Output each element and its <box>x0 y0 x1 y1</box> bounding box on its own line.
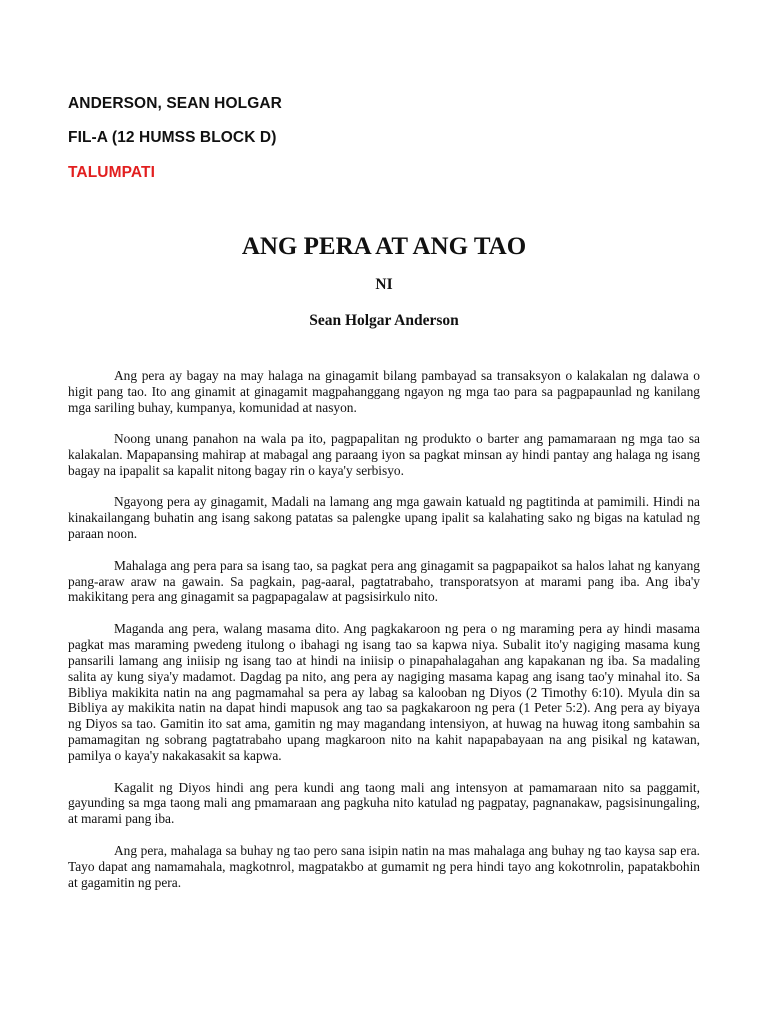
paragraph: Mahalaga ang pera para sa isang tao, sa pagkat pera ang ginagamit sa pagpapaikot sa halos lahat ng kanyang pang-araw araw na gawain. Sa pagkain, pag-aaral, pagtatrabaho, transporatsyon at marami pang iba. Ang iba'y makikitang pera ang ginagamit sa pagpapagalaw at pagsisirkulo nito. <box>68 557 700 605</box>
speech-body <box>68 368 700 906</box>
paragraph: Noong unang panahon na wala pa ito, pagpapalitan ng produkto o barter ang pamamaraan ng mga tao sa kalakalan. Mapapansing mahirap at mabagal ang paraang iyon sa pagkat minsan ay hindi pantay ang halaga ng isang bagay na ipapalit sa kapalit nitong bagay rin o kaya'y serbisyo. <box>68 431 700 479</box>
speech-title: ANG PERA AT ANG TAO <box>241 233 527 260</box>
paragraph: Ngayong pera ay ginagamit, Madali na lamang ang mga gawain katuald ng pagtitinda at pamimili. Hindi na kinakailangang buhatin ang isang sakong patatas sa palengke upang ipalit sa kalahating sako ng bigas na katulad ng paraan noon. <box>68 494 700 542</box>
author-name: Sean Holgar Anderson <box>309 312 459 329</box>
paragraph: Ang pera, mahalaga sa buhay ng tao pero sana isipin natin na mas mahalaga ang buhay ng tao kaysa sap era. Tayo dapat ang namamahala, magkotnrol, magpatakbo at gumamit ng pera hindi tayo ang kokotnrolin, papatakbohin at gagamitin ng pera. <box>68 842 700 890</box>
paragraph: Maganda ang pera, walang masama dito. Ang pagkakaroon ng pera o ng maraming pera ay hindi masama pagkat mas maraming pwedeng itulong o ibahagi ng isang tao sa kapwa niya. Subalit ito'y nagiging masama kung pansarili lamang ang iniisip ng isang tao at hindi na iniisip o pinapahalagahan ang kapakanan ng iba. Sa madaling salita ay kung siya'y madamot. Dagdag pa nito, ang pera ay nagiging masama kapag ang isang tao'y minahal ito. Sa Bibliya makikita natin na ang pagmamahal sa pera ay labag sa kalooban ng Diyos (2 Timothy 6:10). Myula din sa Bibliya ay makikita natin na dapat hindi mapusok ang tao sa pagkakaroon ng pera (1 Peter 5:2). Ang pera ay biyaya ng Diyos sa tao. Gamitin ito sat ama, gamitin ng may magandang intensiyon, at huwag na huwag itong sambahin sa pamamagitan ng sobrang pagtatrabaho upang magkaroon nito na kahit napapabayaan na ang pisikal ng katawan, pamilya o kaya'y nakakasakit sa kapwa. <box>68 620 700 764</box>
document-type-label: TALUMPATI <box>68 164 155 181</box>
student-name: ANDERSON, SEAN HOLGAR <box>68 95 282 112</box>
by-line: NI <box>375 276 393 293</box>
paragraph: Ang pera ay bagay na may halaga na ginagamit bilang pambayad sa transaksyon o kalakalan ng dalawa o higit pang tao. Ito ang ginamit at ginagamit magpahanggang ngayon ng mga tao para sa pagpapaunlad ng kanilang mga sariling buhay, kumpanya, komunidad at nasyon. <box>68 368 700 415</box>
paragraph: Kagalit ng Diyos hindi ang pera kundi ang taong mali ang intensyon at pamamaraan nito sa paggamit, gayunding sa mga taong mali ang pmamaraan ang pagkuha nito katulad ng pagpatay, pagnanakaw, pagsisinungaling, at marami pang iba. <box>68 779 700 827</box>
class-section: FIL-A (12 HUMSS BLOCK D) <box>68 129 277 146</box>
